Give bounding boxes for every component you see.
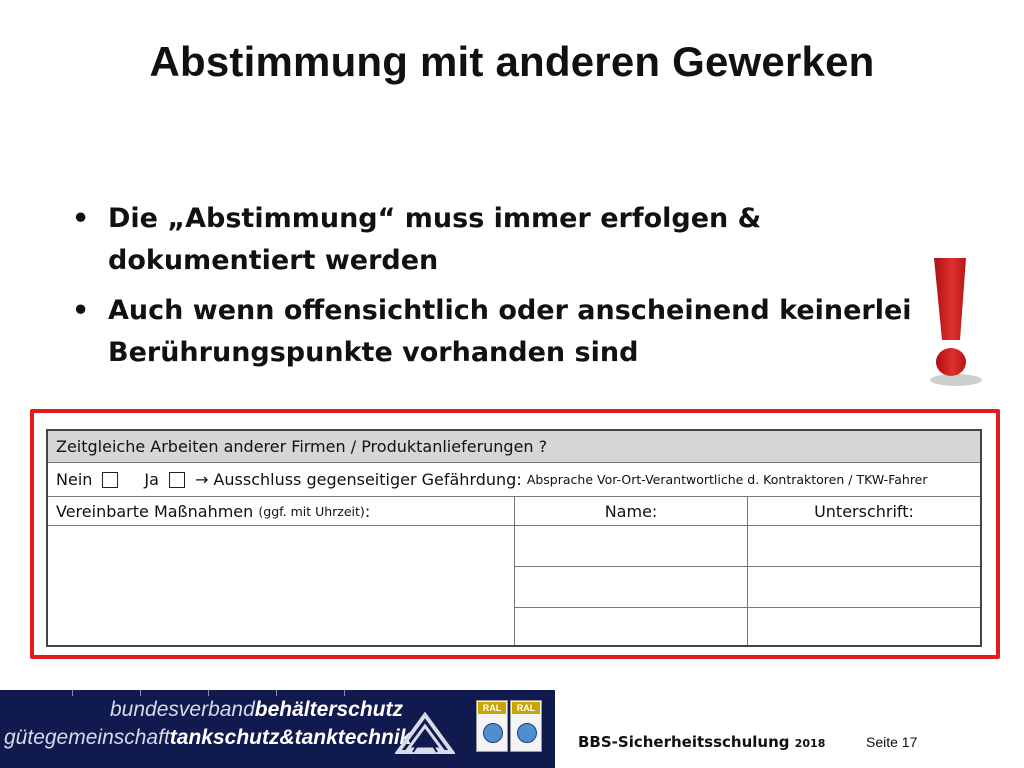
- measures-label: Vereinbarte Maßnahmen: [56, 501, 254, 521]
- bullet-text: Die „Abstimmung“ muss immer erfolgen & dokumentiert werden: [108, 203, 762, 276]
- event-name: BBS-Sicherheitsschulung 2018: [578, 733, 826, 751]
- form-header: Zeitgleiche Arbeiten anderer Firmen / Produktanlieferungen ?: [48, 431, 980, 463]
- triangle-logo-icon: [395, 712, 455, 756]
- coordination-form: [46, 429, 982, 647]
- banner-tick: [276, 690, 277, 696]
- measures-table: [48, 497, 980, 645]
- name-field[interactable]: [515, 608, 747, 648]
- association-banner: [0, 690, 555, 768]
- ral-seal-tanktechnik: RAL: [510, 700, 542, 752]
- bullet-item: [72, 290, 962, 374]
- measures-header: [48, 497, 514, 526]
- nein-label: Nein: [56, 470, 93, 489]
- nein-checkbox[interactable]: [102, 472, 118, 488]
- form-highlight-frame: [30, 409, 1000, 659]
- agreement-note: Absprache Vor-Ort-Verantwortliche d. Kontraktoren / TKW-Fahrer: [526, 472, 928, 487]
- association-name: bundesverbandbehälterschutz: [110, 698, 403, 721]
- ral-seal-tankschutz: RAL: [476, 700, 508, 752]
- banner-tick: [344, 690, 345, 696]
- signature-field[interactable]: [748, 608, 980, 648]
- page-number: Seite 17: [866, 734, 918, 750]
- measures-note: (ggf. mit Uhrzeit): [258, 503, 365, 519]
- measures-column: [48, 497, 515, 645]
- bullet-dot: •: [72, 203, 90, 234]
- ja-checkbox[interactable]: [169, 472, 185, 488]
- ja-label: Ja: [144, 470, 159, 489]
- signature-header: Unterschrift:: [748, 497, 980, 526]
- bullet-text: Auch wenn offensichtlich oder anscheinend keinerlei Berührungspunkte vorhanden sind: [108, 295, 912, 368]
- signature-column: [748, 497, 980, 645]
- banner-tick: [140, 690, 141, 696]
- name-header: Name:: [515, 497, 747, 526]
- name-field[interactable]: [515, 526, 747, 567]
- banner-tick: [208, 690, 209, 696]
- bullet-list: [72, 198, 962, 382]
- measures-colon: :: [364, 501, 371, 521]
- name-column: [515, 497, 748, 645]
- exclamation-mark-icon: [920, 252, 984, 392]
- signature-field[interactable]: [748, 526, 980, 567]
- signature-field[interactable]: [748, 567, 980, 608]
- bullet-dot: •: [72, 295, 90, 326]
- bullet-item: [72, 198, 962, 282]
- slide-title: Abstimmung mit anderen Gewerken: [149, 38, 875, 85]
- form-choice-row: [48, 463, 980, 497]
- measures-text-area[interactable]: [48, 526, 514, 645]
- quality-association-name: gütegemeinschafttankschutz&tanktechnik: [4, 726, 412, 749]
- name-field[interactable]: [515, 567, 747, 608]
- exclusion-label: → Ausschluss gegenseitiger Gefährdung:: [194, 470, 522, 489]
- banner-tick: [72, 690, 73, 696]
